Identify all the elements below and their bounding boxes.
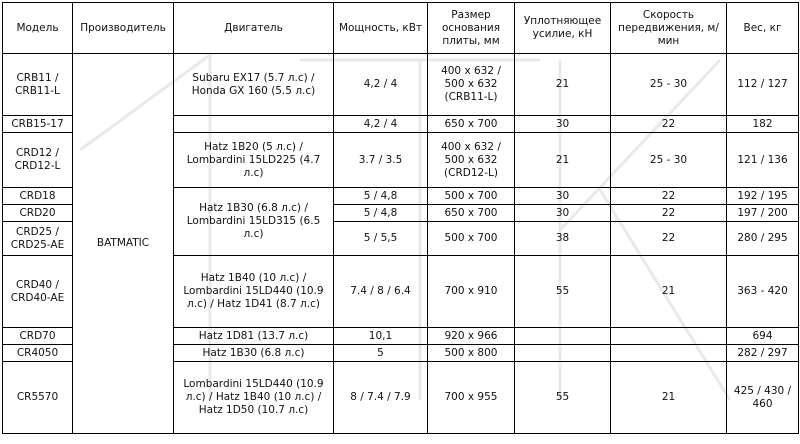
cell-plate-size: 650 x 700 xyxy=(428,116,515,133)
cell-model: CRD18 xyxy=(3,188,73,205)
header-manufacturer: Производитель xyxy=(73,3,174,54)
cell-power: 10,1 xyxy=(334,328,428,345)
cell-engine: Lombardini 15LD440 (10.9 л.с) / Hatz 1B40 (10 л.с) / Hatz 1D50 (10.7 л.с) xyxy=(174,362,334,434)
cell-plate-size: 920 x 966 xyxy=(428,328,515,345)
cell-power: 3.7 / 3.5 xyxy=(334,133,428,188)
header-model: Модель xyxy=(3,3,73,54)
cell-travel-speed: 22 xyxy=(611,116,727,133)
cell-power: 5 / 5,5 xyxy=(334,222,428,256)
cell-model: CR5570 xyxy=(3,362,73,434)
cell-model: CRD25 / CRD25-AE xyxy=(3,222,73,256)
cell-travel-speed: 21 xyxy=(611,256,727,328)
cell-model: CRB15-17 xyxy=(3,116,73,133)
cell-weight: 363 - 420 xyxy=(727,256,799,328)
cell-power: 7.4 / 8 / 6.4 xyxy=(334,256,428,328)
cell-model: CRD20 xyxy=(3,205,73,222)
cell-plate-size: 700 x 910 xyxy=(428,256,515,328)
cell-model: CR4050 xyxy=(3,345,73,362)
cell-weight: 425 / 430 / 460 xyxy=(727,362,799,434)
cell-manufacturer: BATMATIC xyxy=(73,54,174,434)
specs-table xyxy=(2,2,799,434)
cell-plate-size: 400 x 632 / 500 x 632 (CRB11-L) xyxy=(428,54,515,116)
header-power: Мощность, кВт xyxy=(334,3,428,54)
cell-weight: 112 / 127 xyxy=(727,54,799,116)
header-plate-size: Размер основания плиты, мм xyxy=(428,3,515,54)
cell-travel-speed: 21 xyxy=(611,362,727,434)
header-compaction-force: Уплотняющее усилие, кН xyxy=(515,3,611,54)
cell-plate-size: 500 x 800 xyxy=(428,345,515,362)
cell-weight: 197 / 200 xyxy=(727,205,799,222)
cell-model: CRD70 xyxy=(3,328,73,345)
cell-travel-speed xyxy=(611,328,727,345)
cell-model: CRD12 / CRD12-L xyxy=(3,133,73,188)
cell-compaction-force: 30 xyxy=(515,205,611,222)
cell-engine xyxy=(174,116,334,133)
cell-travel-speed: 22 xyxy=(611,205,727,222)
table-row xyxy=(3,54,799,116)
cell-engine: Subaru EX17 (5.7 л.с) / Honda GX 160 (5.5 л.с) xyxy=(174,54,334,116)
cell-travel-speed: 22 xyxy=(611,222,727,256)
cell-power: 5 xyxy=(334,345,428,362)
cell-engine: Hatz 1B40 (10 л.с) / Lombardini 15LD440 (10.9 л.с) / Hatz 1D41 (8.7 л.с) xyxy=(174,256,334,328)
cell-engine: Hatz 1B30 (6.8 л.с) xyxy=(174,345,334,362)
cell-compaction-force: 30 xyxy=(515,188,611,205)
cell-compaction-force: 38 xyxy=(515,222,611,256)
cell-plate-size: 400 x 632 / 500 x 632 (CRD12-L) xyxy=(428,133,515,188)
cell-compaction-force: 21 xyxy=(515,133,611,188)
cell-compaction-force: 55 xyxy=(515,256,611,328)
cell-weight: 282 / 297 xyxy=(727,345,799,362)
cell-travel-speed: 22 xyxy=(611,188,727,205)
cell-power: 5 / 4,8 xyxy=(334,188,428,205)
cell-compaction-force: 21 xyxy=(515,54,611,116)
cell-compaction-force xyxy=(515,328,611,345)
cell-plate-size: 700 x 955 xyxy=(428,362,515,434)
cell-weight: 694 xyxy=(727,328,799,345)
cell-weight: 121 / 136 xyxy=(727,133,799,188)
cell-travel-speed: 25 - 30 xyxy=(611,54,727,116)
header-weight: Вес, кг xyxy=(727,3,799,54)
cell-weight: 182 xyxy=(727,116,799,133)
cell-weight: 192 / 195 xyxy=(727,188,799,205)
cell-power: 8 / 7.4 / 7.9 xyxy=(334,362,428,434)
cell-plate-size: 500 x 700 xyxy=(428,222,515,256)
cell-compaction-force: 30 xyxy=(515,116,611,133)
header-travel-speed: Скорость передвижения, м/мин xyxy=(611,3,727,54)
cell-power: 5 / 4,8 xyxy=(334,205,428,222)
cell-model: CRD40 / CRD40-AE xyxy=(3,256,73,328)
cell-power: 4,2 / 4 xyxy=(334,116,428,133)
header-engine: Двигатель xyxy=(174,3,334,54)
cell-compaction-force: 55 xyxy=(515,362,611,434)
cell-weight: 280 / 295 xyxy=(727,222,799,256)
header-row xyxy=(3,3,799,54)
cell-plate-size: 650 x 700 xyxy=(428,205,515,222)
cell-power: 4,2 / 4 xyxy=(334,54,428,116)
cell-engine: Hatz 1D81 (13.7 л.с) xyxy=(174,328,334,345)
cell-compaction-force xyxy=(515,345,611,362)
cell-travel-speed: 25 - 30 xyxy=(611,133,727,188)
cell-travel-speed xyxy=(611,345,727,362)
cell-engine: Hatz 1B20 (5 л.с) / Lombardini 15LD225 (4.7 л.с) xyxy=(174,133,334,188)
cell-plate-size: 500 x 700 xyxy=(428,188,515,205)
cell-engine: Hatz 1B30 (6.8 л.с) / Lombardini 15LD315 (6.5 л.с) xyxy=(174,188,334,256)
cell-model: CRB11 / CRB11-L xyxy=(3,54,73,116)
